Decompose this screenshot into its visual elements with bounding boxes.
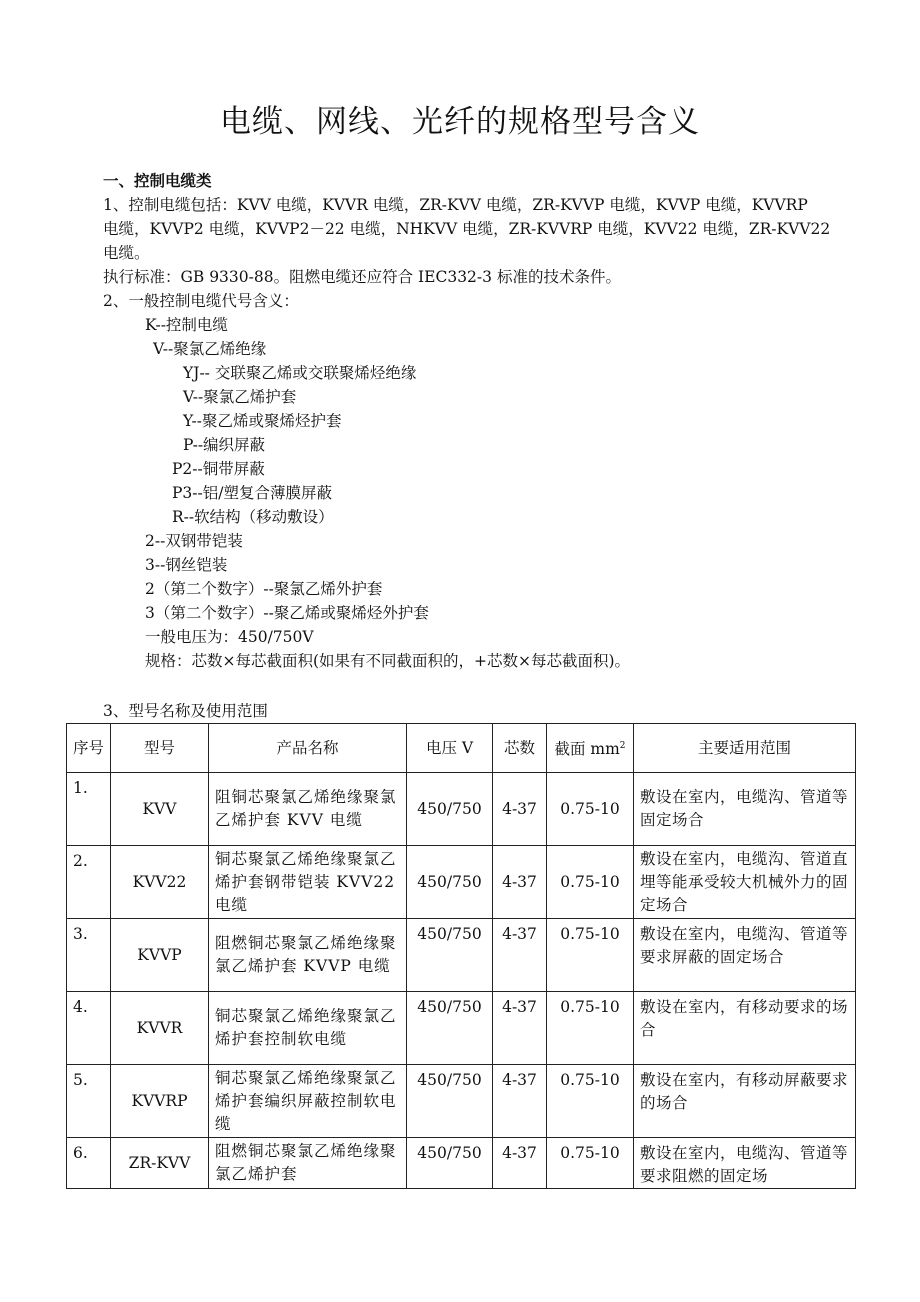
cell-seq: 3.	[67, 919, 111, 992]
voltage-note: 一般电压为：450/750V	[145, 628, 314, 646]
code-second-3: 3（第二个数字）--聚乙烯或聚烯烃外护套	[145, 604, 429, 622]
cell-scope: 敷设在室内，电缆沟、管道直埋等能承受较大机械外力的固定场合	[634, 846, 856, 919]
code-y: Y--聚乙烯或聚烯烃护套	[183, 412, 342, 430]
table-row	[67, 1138, 856, 1189]
table-row	[67, 773, 856, 846]
cell-voltage: 450/750	[407, 992, 493, 1065]
cell-product-name: 阻燃铜芯聚氯乙烯绝缘聚氯乙烯护套 KVVP 电缆	[209, 919, 407, 992]
header-seq	[67, 724, 111, 773]
cell-model: KVVRP	[111, 1065, 209, 1138]
code-k: K--控制电缆	[145, 316, 228, 334]
header-voltage	[407, 724, 493, 773]
cell-voltage: 450/750	[407, 1138, 493, 1189]
cell-seq: 6.	[67, 1138, 111, 1189]
header-section-label: 截面 mm	[554, 740, 620, 758]
spec-note: 规格：芯数×每芯截面积(如果有不同截面积的，+芯数×每芯截面积)。	[145, 652, 631, 670]
cell-product-name: 铜芯聚氯乙烯绝缘聚氯乙烯护套编织屏蔽控制软电缆	[209, 1065, 407, 1138]
header-cores-label: 芯数	[503, 738, 535, 757]
cell-cores: 4-37	[493, 846, 547, 919]
cell-model: KVVP	[111, 919, 209, 992]
cell-scope: 敷设在室内，有移动要求的场合	[634, 992, 856, 1065]
section-heading-control-cables: 一、控制电缆类	[103, 172, 212, 190]
cell-product-name: 阻铜芯聚氯乙烯绝缘聚氯乙烯护套 KVV 电缆	[209, 773, 407, 846]
header-section-sup: 2	[619, 741, 626, 751]
cell-seq: 1.	[67, 773, 111, 846]
cell-section: 0.75-10	[547, 992, 634, 1065]
document-title: 电缆、网线、光纤的规格型号含义	[220, 104, 700, 140]
code-yj: YJ-- 交联聚乙烯或交联聚烯烃绝缘	[183, 364, 417, 382]
cell-product-name: 铜芯聚氯乙烯绝缘聚氯乙烯护套钢带铠装 KVV22 电缆	[209, 846, 407, 919]
cell-voltage: 450/750	[407, 919, 493, 992]
code-r: R--软结构（移动敷设）	[172, 508, 334, 526]
cell-scope-wrapper	[634, 1138, 856, 1189]
cell-scope: 敷设在室内，电缆沟、管道等要求屏蔽的固定场合	[634, 919, 856, 992]
table-row	[67, 846, 856, 919]
header-cores	[493, 724, 547, 773]
header-model	[111, 724, 209, 773]
header-section	[547, 724, 634, 773]
header-seq-label: 序号	[73, 738, 105, 757]
cell-model: KVVR	[111, 992, 209, 1065]
code-v-sheath: V--聚氯乙烯护套	[183, 388, 297, 406]
cell-scope: 敷设在室内，电缆沟、管道等要求阻燃的固定场	[640, 1144, 849, 1185]
cell-cores: 4-37	[493, 1065, 547, 1138]
cell-section: 0.75-10	[547, 919, 634, 992]
cable-model-table	[66, 723, 856, 1189]
cell-section: 0.75-10	[547, 846, 634, 919]
code-second-2: 2（第二个数字）--聚氯乙烯外护套	[145, 580, 383, 598]
cable-list-line-3: 电缆。	[103, 244, 150, 262]
cell-section: 0.75-10	[547, 773, 634, 846]
cell-scope: 敷设在室内，有移动屏蔽要求的场合	[634, 1065, 856, 1138]
table-caption: 3、型号名称及使用范围	[103, 702, 268, 720]
cell-model: KVV	[111, 773, 209, 846]
cell-product-name: 铜芯聚氯乙烯绝缘聚氯乙烯护套控制软电缆	[209, 992, 407, 1065]
cell-cores: 4-37	[493, 1138, 547, 1189]
table-header-row	[67, 724, 856, 773]
cell-model: ZR-KVV	[111, 1138, 209, 1189]
header-scope	[634, 724, 856, 773]
cell-voltage: 450/750	[407, 846, 493, 919]
cell-product-name: 阻燃铜芯聚氯乙烯绝缘聚氯乙烯护套	[209, 1138, 407, 1189]
header-product-name-label: 产品名称	[276, 738, 339, 757]
table-row	[67, 919, 856, 992]
cell-seq: 5.	[67, 1065, 111, 1138]
header-product-name	[209, 724, 407, 773]
cell-section: 0.75-10	[547, 1065, 634, 1138]
code-3: 3--钢丝铠装	[145, 556, 228, 574]
header-model-label: 型号	[143, 738, 175, 757]
cell-section: 0.75-10	[547, 1138, 634, 1189]
cell-cores: 4-37	[493, 992, 547, 1065]
codes-heading: 2、一般控制电缆代号含义：	[103, 292, 299, 310]
table-row	[67, 1065, 856, 1138]
cell-scope: 敷设在室内，电缆沟、管道等固定场合	[634, 773, 856, 846]
header-voltage-label: 电压 V	[425, 738, 474, 757]
cell-voltage: 450/750	[407, 773, 493, 846]
code-p2: P2--铜带屏蔽	[172, 460, 265, 478]
cell-voltage: 450/750	[407, 1065, 493, 1138]
cell-cores: 4-37	[493, 773, 547, 846]
cable-list-line-1: 1、控制电缆包括：KVV 电缆，KVVR 电缆，ZR-KVV 电缆，ZR-KVVP 电缆，KVVP 电缆，KVVRP	[103, 196, 808, 214]
header-scope-label: 主要适用范围	[697, 738, 791, 757]
cell-seq: 2.	[67, 846, 111, 919]
code-p: P--编织屏蔽	[183, 436, 266, 454]
cell-cores: 4-37	[493, 919, 547, 992]
code-2: 2--双钢带铠装	[145, 532, 243, 550]
cell-seq: 4.	[67, 992, 111, 1065]
standard-text: 执行标准：GB 9330-88。阻燃电缆还应符合 IEC332-3 标准的技术条件。	[103, 268, 621, 286]
table-row	[67, 992, 856, 1065]
code-p3: P3--铝/塑复合薄膜屏蔽	[172, 484, 332, 502]
cable-list-line-2: 电缆，KVVP2 电缆，KVVP2－22 电缆，NHKVV 电缆，ZR-KVVRP 电缆，KVV22 电缆，ZR-KVV22	[103, 220, 831, 238]
code-v: V--聚氯乙烯绝缘	[153, 340, 267, 358]
cell-model: KVV22	[111, 846, 209, 919]
